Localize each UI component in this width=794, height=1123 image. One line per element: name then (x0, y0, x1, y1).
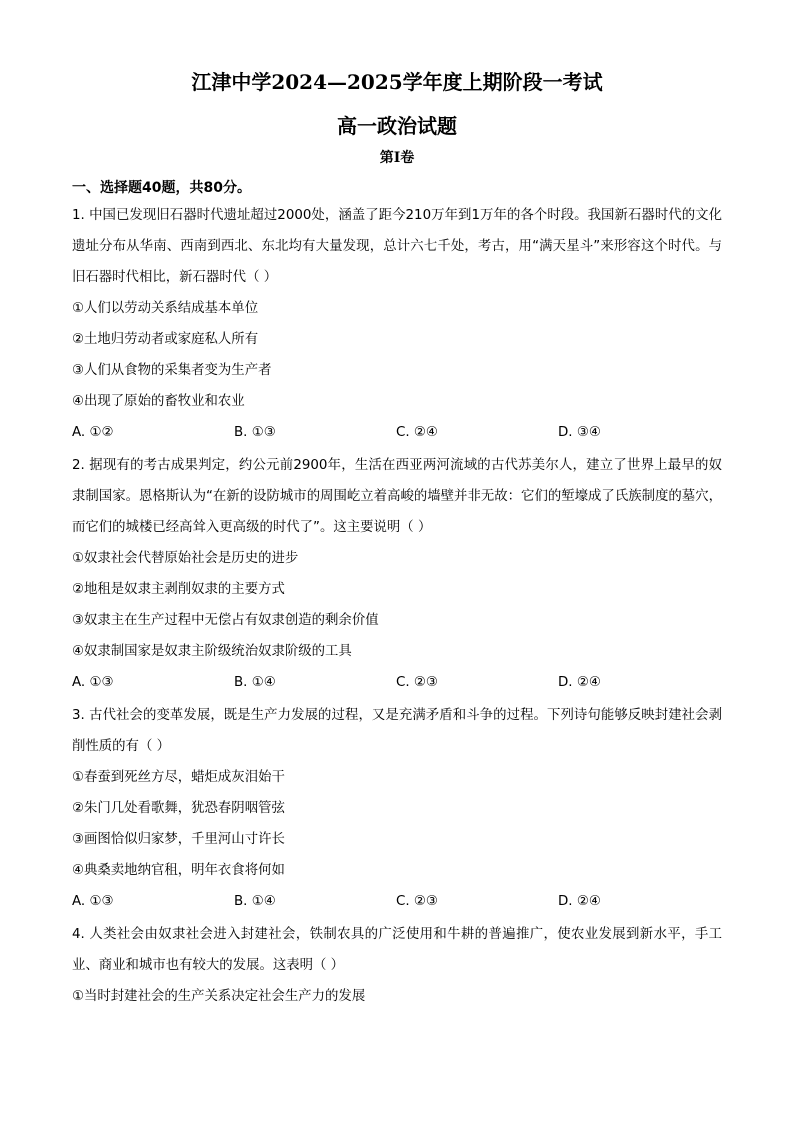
question-stem: 4. 人类社会由奴隶社会进入封建社会，铁制农具的广泛使用和牛耕的普遍推广，使农业发展到新水平，手工业、商业和城市也有较大的发展。这表明（ ） (72, 927, 722, 973)
choice-a: A. ①③ (72, 675, 114, 690)
choice-a: A. ①③ (72, 894, 114, 909)
question-4 (72, 919, 722, 1012)
statement-option: ①奴隶社会代替原始社会是历史的进步 (72, 551, 299, 566)
statement-option: ①当时封建社会的生产关系决定社会生产力的发展 (72, 989, 366, 1004)
choice-c: C. ②④ (396, 425, 438, 440)
statement-option: ③奴隶主在生产过程中无偿占有奴隶创造的剩余价值 (72, 613, 379, 628)
statement-option: ④出现了原始的畜牧业和农业 (72, 394, 245, 409)
choice-d: D. ③④ (558, 425, 601, 440)
statement-option: ④奴隶制国家是奴隶主阶级统治奴隶阶级的工具 (72, 644, 352, 659)
statement-option: ③画图恰似归家梦，千里河山寸许长 (72, 832, 285, 847)
question-1 (72, 200, 722, 448)
section-heading: 一、选择题40题，共80分。 (72, 180, 251, 196)
question-2 (72, 450, 722, 698)
choice-c: C. ②③ (396, 675, 438, 690)
choice-b: B. ①④ (234, 675, 276, 690)
question-stem: 1. 中国已发现旧石器时代遗址超过2000处，涵盖了距今210万年到1万年的各个时段。我国新石器时代的文化遗址分布从华南、西南到西北、东北均有大量发现，总计六七千处，考古，用“满天星斗”来形容这个时代。与旧石器时代相比，新石器时代（ ） (72, 208, 722, 285)
statement-option: ②地租是奴隶主剥削奴隶的主要方式 (72, 582, 285, 597)
choice-d: D. ②④ (558, 675, 601, 690)
answer-choices (72, 667, 722, 698)
statement-option: ②土地归劳动者或家庭私人所有 (72, 332, 259, 347)
exam-subtitle: 高一政治试题 (337, 114, 457, 138)
choice-a: A. ①② (72, 425, 114, 440)
answer-choices (72, 886, 722, 917)
statement-option: ①春蚕到死丝方尽，蜡炬成灰泪始干 (72, 770, 285, 785)
statement-option: ②朱门几处看歌舞，犹恐春阴咽管弦 (72, 801, 285, 816)
statement-option: ①人们以劳动关系结成基本单位 (72, 301, 259, 316)
exam-page (72, 62, 722, 1012)
choice-d: D. ②④ (558, 894, 601, 909)
choice-b: B. ①④ (234, 894, 276, 909)
statement-option: ④典桑卖地纳官租，明年衣食将何如 (72, 863, 285, 878)
exam-title: 江津中学2024—2025学年度上期阶段一考试 (191, 70, 603, 94)
question-stem: 3. 古代社会的变革发展，既是生产力发展的过程，又是充满矛盾和斗争的过程。下列诗句能够反映封建社会剥削性质的有（ ） (72, 708, 722, 754)
choice-b: B. ①③ (234, 425, 276, 440)
answer-choices (72, 417, 722, 448)
statement-option: ③人们从食物的采集者变为生产者 (72, 363, 272, 378)
question-stem: 2. 据现有的考古成果判定，约公元前2900年，生活在西亚两河流域的古代苏美尔人，建立了世界上最早的奴隶制国家。恩格斯认为“在新的设防城市的周围屹立着高峻的墙壁并非无故：它们的堑壕成了氏族制度的墓穴，而它们的城楼已经高耸入更高级的时代了”。这主要说明（ ） (72, 458, 722, 535)
question-3 (72, 700, 722, 917)
part-label: 第Ⅰ卷 (379, 150, 415, 166)
choice-c: C. ②③ (396, 894, 438, 909)
